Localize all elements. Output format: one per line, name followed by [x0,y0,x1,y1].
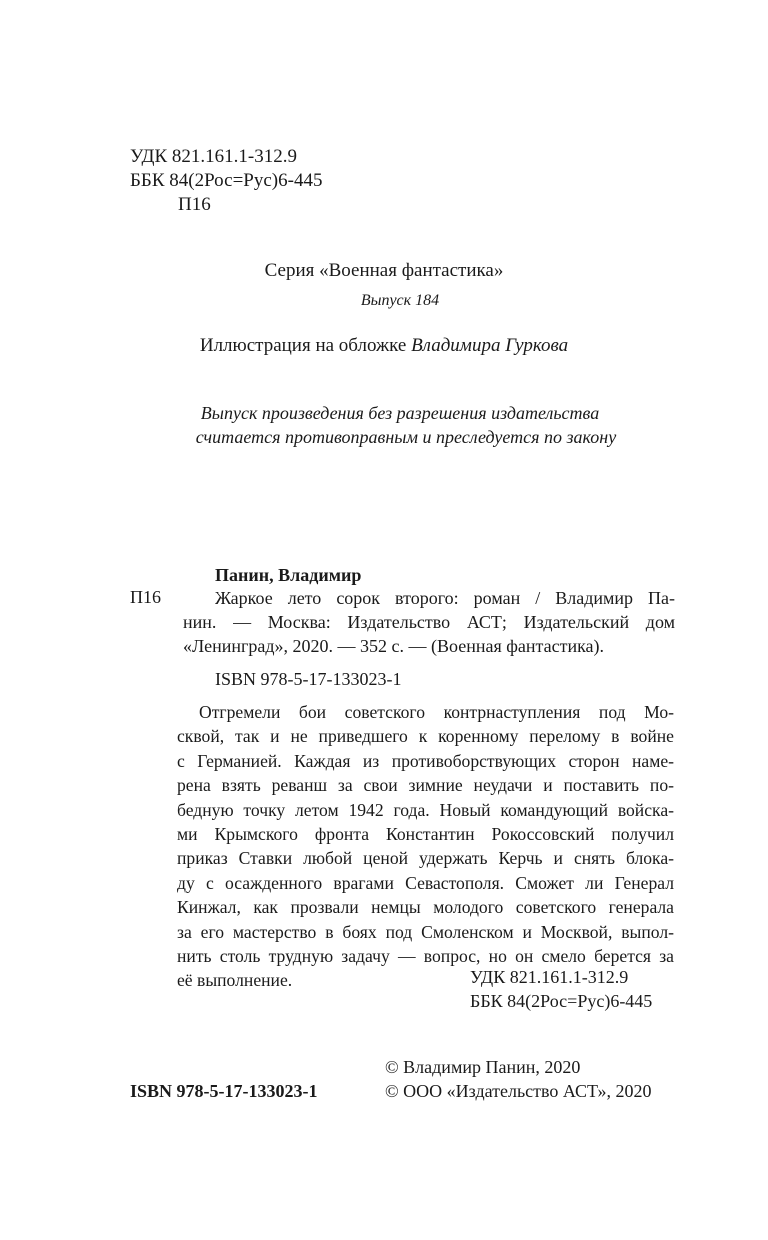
illustration-credit [0,334,768,358]
footer-udk-code: УДК 821.161.1-312.9 [470,967,629,987]
annotation-line: за его мастерство в боях под Смоленском и Москвой, выпол- [177,921,674,942]
annotation-line: бедную точку летом 1942 года. Новый командующий войска- [177,799,674,820]
copyright-warning-line1: Выпуск произведения без разрешения издательства [200,403,600,423]
record-isbn: ISBN 978-5-17-133023-1 [215,669,402,689]
annotation-line: с Германией. Каждая из противоборствующих сторон наме- [177,750,674,771]
series-name: Серия «Военная фантастика» [264,260,504,281]
annotation-line: её выполнение. [177,970,293,991]
annotation-line: сквой, так и не приведшего к коренному перелому в войне [177,726,674,747]
udk-code: УДК 821.161.1-312.9 [130,146,297,167]
annotation-line: ду с осажденного врагами Севастополя. Сможет ли Генерал [177,872,674,893]
record-description [215,586,675,610]
illustration-prefix: Иллюстрация на обложке [199,335,412,356]
footer-isbn: ISBN 978-5-17-133023-1 [130,1081,318,1101]
copyright-publisher: © ООО «Издательство АСТ», 2020 [385,1081,652,1101]
annotation-line: ми Крымского фронта Константин Рокоссовский получил [177,823,674,844]
annotation-line: Отгремели бои советского контрнаступления под Мо- [199,702,674,722]
record-line: «Ленинград», 2020. — 352 с. — (Военная фантастика). [183,636,605,656]
copyright-warning-line2: считается противоправным и преследуется по закону [195,427,617,447]
annotation-line: нить столь трудную задачу — вопрос, но он смело берется за [177,945,674,966]
bbk-code: ББК 84(2Рос=Рус)6-445 [130,170,323,191]
annotation-line: Кинжал, как прозвали немцы молодого советского генерала [177,897,674,918]
illustration-artist: Владимира Гуркова [411,335,569,356]
record-description-cont [183,610,675,658]
author-sign: П16 [178,194,211,215]
footer-bbk-code: ББК 84(2Рос=Рус)6-445 [470,991,653,1011]
annotation [177,700,674,993]
record-line: Жаркое лето сорок второго: роман / Владимир Па- [215,588,675,608]
annotation-line: приказ Ставки любой ценой удержать Керчь и снять блока- [177,848,674,869]
series-issue: Выпуск 184 [360,292,440,309]
record-line: нин. — Москва: Издательство АСТ; Издательский дом [183,612,675,632]
annotation-line: рена взять реванш за свои зимние неудачи и поставить по- [177,775,674,796]
record-author-sign: П16 [130,587,161,607]
record-author: Панин, Владимир [215,565,362,585]
copyright-author: © Владимир Панин, 2020 [385,1057,581,1077]
